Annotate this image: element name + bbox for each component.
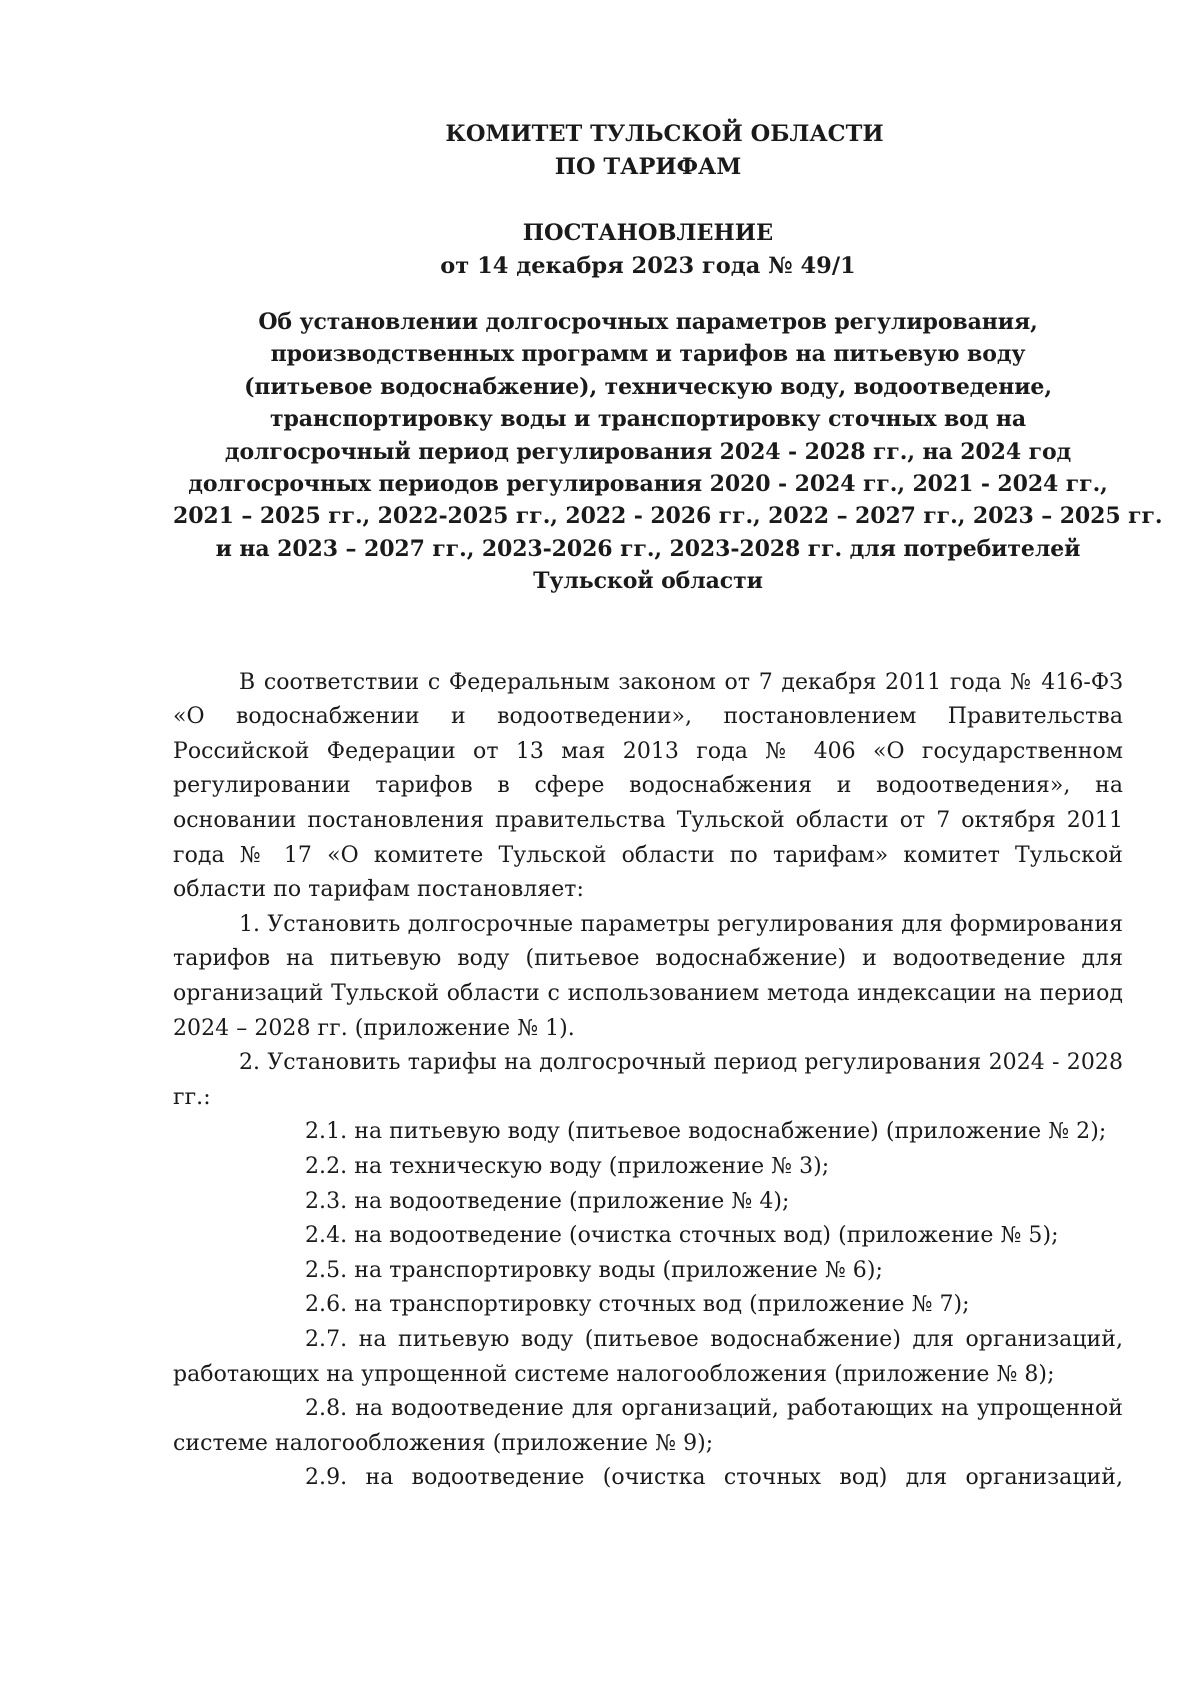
subject-line: производственных программ и тарифов на питьевую воду	[270, 341, 1026, 368]
sub-item	[173, 1115, 1123, 1150]
sub-item	[173, 1185, 1123, 1220]
sub-item-number: 2.8.	[305, 1396, 348, 1422]
subject-line: (питьевое водоснабжение), техническую воду, водоотведение,	[244, 373, 1052, 400]
sub-item-number: 2.3.	[305, 1188, 348, 1214]
subject-line: долгосрочный период регулирования 2024 - 2028 гг., на 2024 год	[224, 438, 1072, 465]
sub-item	[173, 1150, 1123, 1185]
sub-item-text: на техническую воду (приложение № 3);	[354, 1153, 830, 1179]
sub-item-number: 2.4.	[305, 1223, 348, 1249]
document-body	[173, 666, 1123, 1496]
subject-line: долгосрочных периодов регулирования 2020 - 2024 гг., 2021 - 2024 гг.,	[188, 471, 1108, 498]
sub-item	[173, 1254, 1123, 1289]
sub-item	[173, 1461, 1123, 1496]
sub-item-text: на питьевую воду (питьевое водоснабжение) для организаций, работающих на упрощенной системе налогообложения (приложение № 8);	[173, 1326, 1123, 1387]
sub-item-text: на водоотведение (приложение № 4);	[354, 1188, 790, 1214]
org-name-line-1: КОМИТЕТ ТУЛЬСКОЙ ОБЛАСТИ	[445, 121, 884, 147]
subject-line: и на 2023 – 2027 гг., 2023-2026 гг., 2023-2028 гг. для потребителей	[215, 535, 1081, 562]
sub-item-number: 2.7.	[305, 1326, 348, 1352]
sub-item	[173, 1288, 1123, 1323]
sub-item-text: на водоотведение (очистка сточных вод) для организаций,	[365, 1465, 1123, 1491]
subject-line: Тульской области	[533, 568, 763, 595]
sub-item-text: на водоотведение для организаций, работающих на упрощенной системе налогообложения (приложение № 9);	[173, 1396, 1123, 1456]
sub-item	[173, 1392, 1123, 1461]
document-page	[173, 118, 1163, 1496]
sub-item-text: на водоотведение (очистка сточных вод) (приложение № 5);	[354, 1223, 1059, 1249]
document-header	[173, 118, 1123, 283]
sub-item-number: 2.1.	[305, 1119, 348, 1145]
document-subject	[173, 306, 1163, 598]
sub-item	[173, 1323, 1123, 1392]
sub-item-text: на транспортировку воды (приложение № 6);	[354, 1257, 883, 1283]
subject-line: Об установлении долгосрочных параметров регулирования,	[258, 309, 1038, 335]
sub-item	[173, 1219, 1123, 1254]
preamble-paragraph: В соответствии с Федеральным законом от 7 декабря 2011 года № 416-ФЗ «О водоснабжении и водоотведении», постановлением Правительства Российской Федерации от 13 мая 2013 года № 406 «О государственном регулировании тарифов в сфере водоснабжения и водоотведения», на основании постановления правительства Тульской области от 7 октября 2011 года № 17 «О комитете Тульской области по тарифам» комитет Тульской области по тарифам постановляет:	[173, 669, 1123, 903]
doc-type-title: ПОСТАНОВЛЕНИЕ	[522, 220, 774, 246]
sub-item-text: на питьевую воду (питьевое водоснабжение) (приложение № 2);	[354, 1119, 1107, 1145]
sub-item-text: на транспортировку сточных вод (приложение № 7);	[354, 1292, 970, 1318]
sub-item-number: 2.2.	[305, 1153, 348, 1179]
doc-date-number: от 14 декабря 2023 года № 49/1	[440, 253, 856, 279]
sub-item-number: 2.5.	[305, 1257, 348, 1283]
org-name-line-2: ПО ТАРИФАМ	[554, 154, 742, 180]
sub-item-number: 2.6.	[305, 1292, 348, 1318]
item-1-paragraph: 1. Установить долгосрочные параметры регулирования для формирования тарифов на питьевую воду (питьевое водоснабжение) и водоотведение для организаций Тульской области с использованием метода индексации на период 2024 – 2028 гг. (приложение № 1).	[173, 911, 1123, 1041]
subject-line: 2021 – 2025 гг., 2022-2025 гг., 2022 - 2026 гг., 2022 – 2027 гг., 2023 – 2025 гг.	[173, 503, 1163, 530]
sub-item-number: 2.9.	[305, 1465, 348, 1491]
item-2-paragraph: 2. Установить тарифы на долгосрочный период регулирования 2024 - 2028 гг.:	[173, 1050, 1123, 1110]
subject-line: транспортировку воды и транспортировку сточных вод на	[269, 406, 1027, 433]
